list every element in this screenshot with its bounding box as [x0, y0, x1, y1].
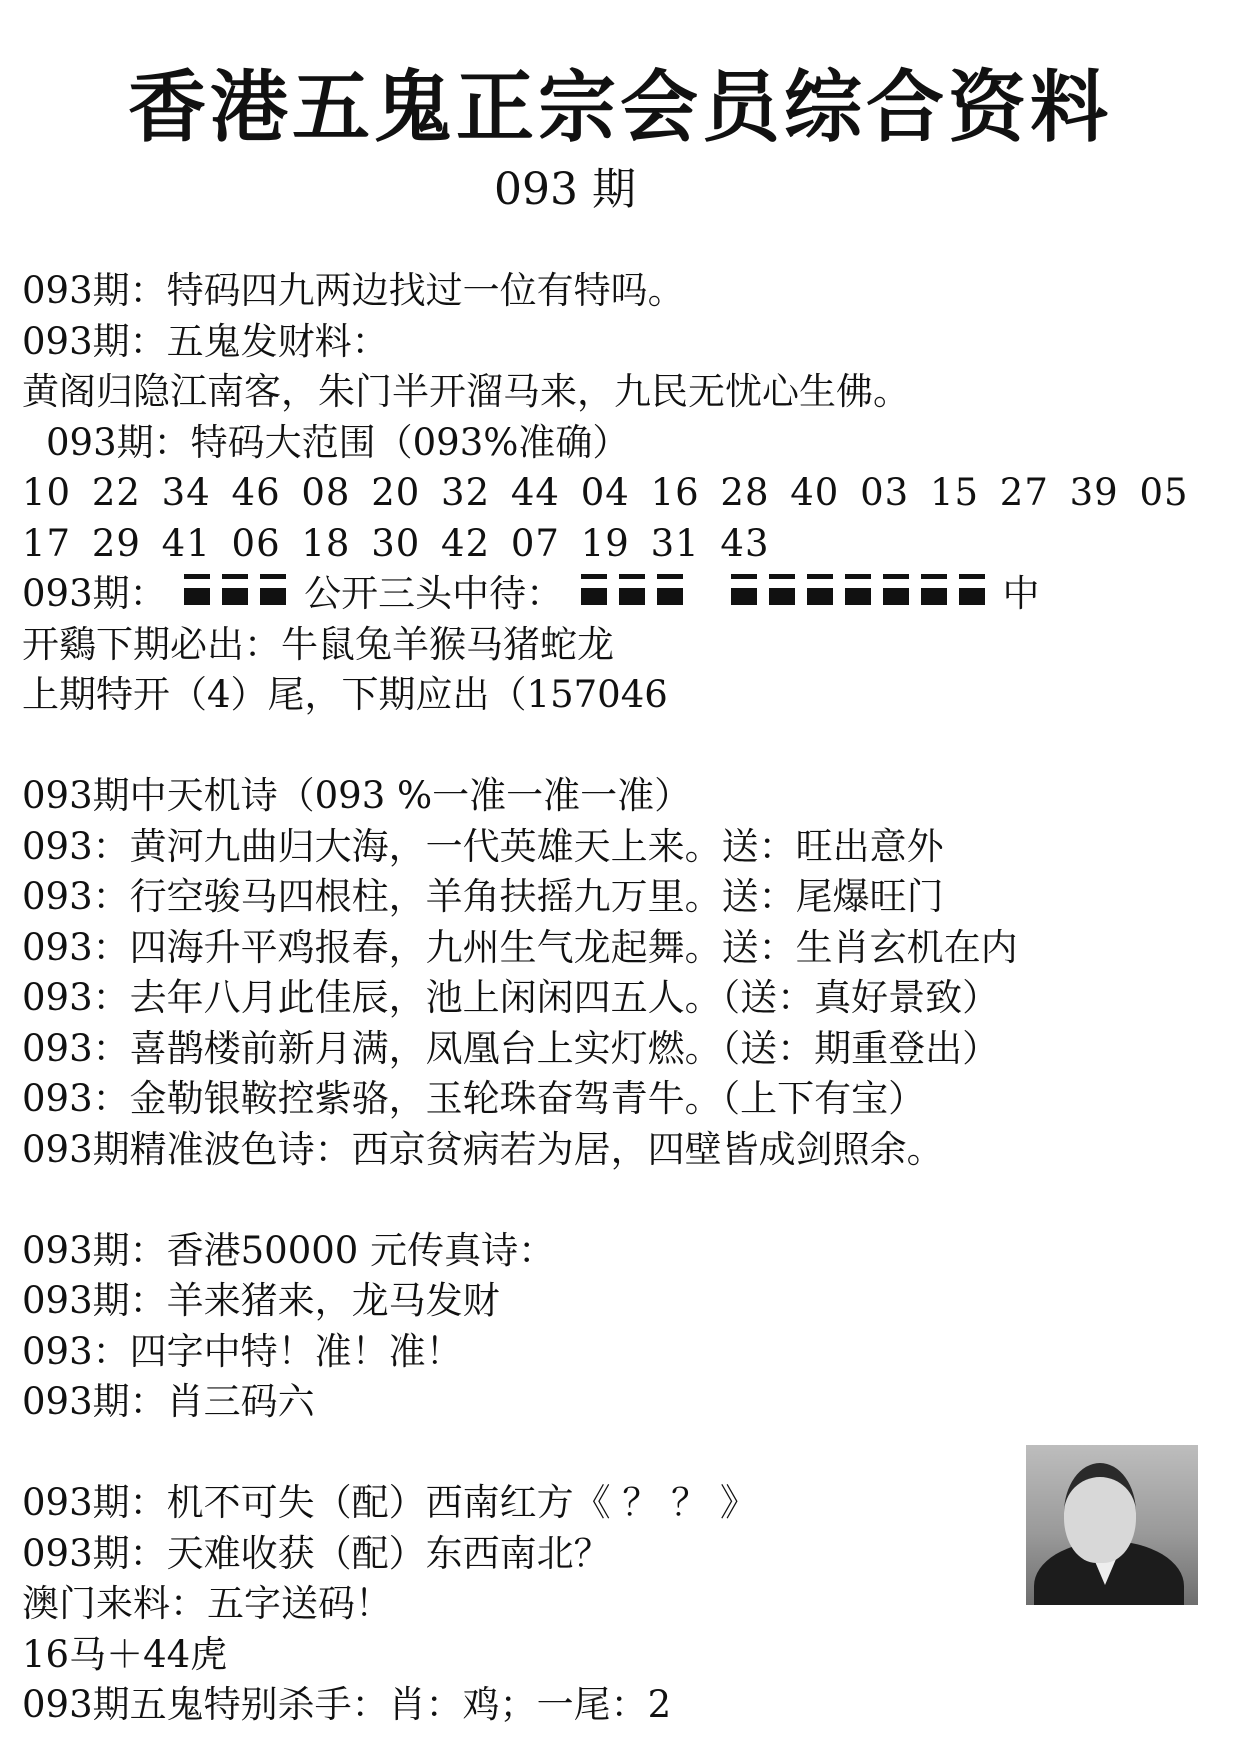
redacted-line [22, 569, 1222, 620]
redaction-mark [959, 588, 985, 605]
text-line: 093期五鬼特别杀手：肖：鸡；一尾：2 [22, 1683, 672, 1726]
text-line: 黄阁归隐江南客，朱门半开溜马来，九民无忧心生佛。 [22, 370, 910, 413]
redaction-mark [883, 588, 909, 605]
redaction-mark [921, 588, 947, 605]
portrait-head [1064, 1463, 1136, 1563]
blank-line [22, 721, 1222, 772]
portrait-photo [1026, 1445, 1198, 1605]
text-line: 093期：羊来猪来，龙马发财 [22, 1279, 500, 1322]
redaction-mark [769, 588, 795, 605]
redaction-mark [807, 588, 833, 605]
text-line-prefix: 093期： [22, 572, 167, 615]
issue-number: 093 期 [494, 164, 636, 215]
text-line: 093期：天难收获（配）东西南北？ [22, 1531, 611, 1575]
redaction-mark [619, 588, 645, 605]
redaction-mark [222, 588, 248, 605]
text-line: 093期中天机诗（093 %一准一准一准） [22, 774, 692, 817]
page-title: 香港五鬼正宗会员综合资料 [127, 62, 1112, 153]
text-line: 093：行空骏马四根柱，羊角扶摇九万里。送：尾爆旺门 [22, 875, 944, 918]
redaction-mark [845, 588, 871, 605]
text-line: 093期：特码四九两边找过一位有特吗。 [22, 269, 685, 312]
text-line: 16马＋44虎 [22, 1632, 228, 1676]
text-line: 093：四字中特！准！准！ [22, 1329, 463, 1373]
redaction-mark [184, 588, 210, 605]
text-line: 093：金勒银鞍控紫骆，玉轮珠奋驾青牛。（上下有宝） [22, 1077, 926, 1120]
text-line: 093：四海升平鸡报春，九州生气龙起舞。送：生肖玄机在内 [22, 925, 1018, 969]
text-line: 093期：特码大范围（093%准确） [46, 420, 630, 464]
text-line: 开鷄下期必出：牛鼠兔羊猴马猪蛇龙 [22, 622, 614, 666]
text-line-middle: 公开三头中待： [304, 572, 564, 615]
text-line: 上期特开（4）尾，下期应出（157046 [22, 673, 668, 716]
redaction-mark [657, 588, 683, 605]
text-line: 093：去年八月此佳辰，池上闲闲四五人。（送：真好景致） [22, 976, 1000, 1019]
text-line: 093：喜鹊楼前新月满，凤凰台上实灯燃。（送：期重登出） [22, 1026, 1000, 1070]
text-line: 093期精准波色诗：西京贫病若为居，四壁皆成剑照余。 [22, 1127, 944, 1171]
text-line: 093期：香港50000 元传真诗： [22, 1228, 556, 1272]
text-line: 093期：机不可失（配）西南红方《 ？ ？ 》 [22, 1481, 757, 1524]
number-line: 10 22 34 46 08 20 32 44 04 16 28 40 03 15 27 39 05 [22, 471, 1189, 514]
text-line: 澳门来料：五字送码！ [22, 1582, 392, 1625]
redaction-mark [260, 588, 286, 605]
blank-line [22, 1175, 1222, 1226]
text-line: 093期：肖三码六 [22, 1380, 315, 1423]
text-line: 093：黄河九曲归大海，一代英雄天上来。送：旺出意外 [22, 824, 944, 868]
number-line: 17 29 41 06 18 30 42 07 19 31 43 [22, 521, 770, 565]
redaction-mark [731, 588, 757, 605]
text-line-end: 中 [1002, 572, 1040, 615]
text-line: 093期：五鬼发财料： [22, 319, 389, 363]
redaction-mark [581, 588, 607, 605]
